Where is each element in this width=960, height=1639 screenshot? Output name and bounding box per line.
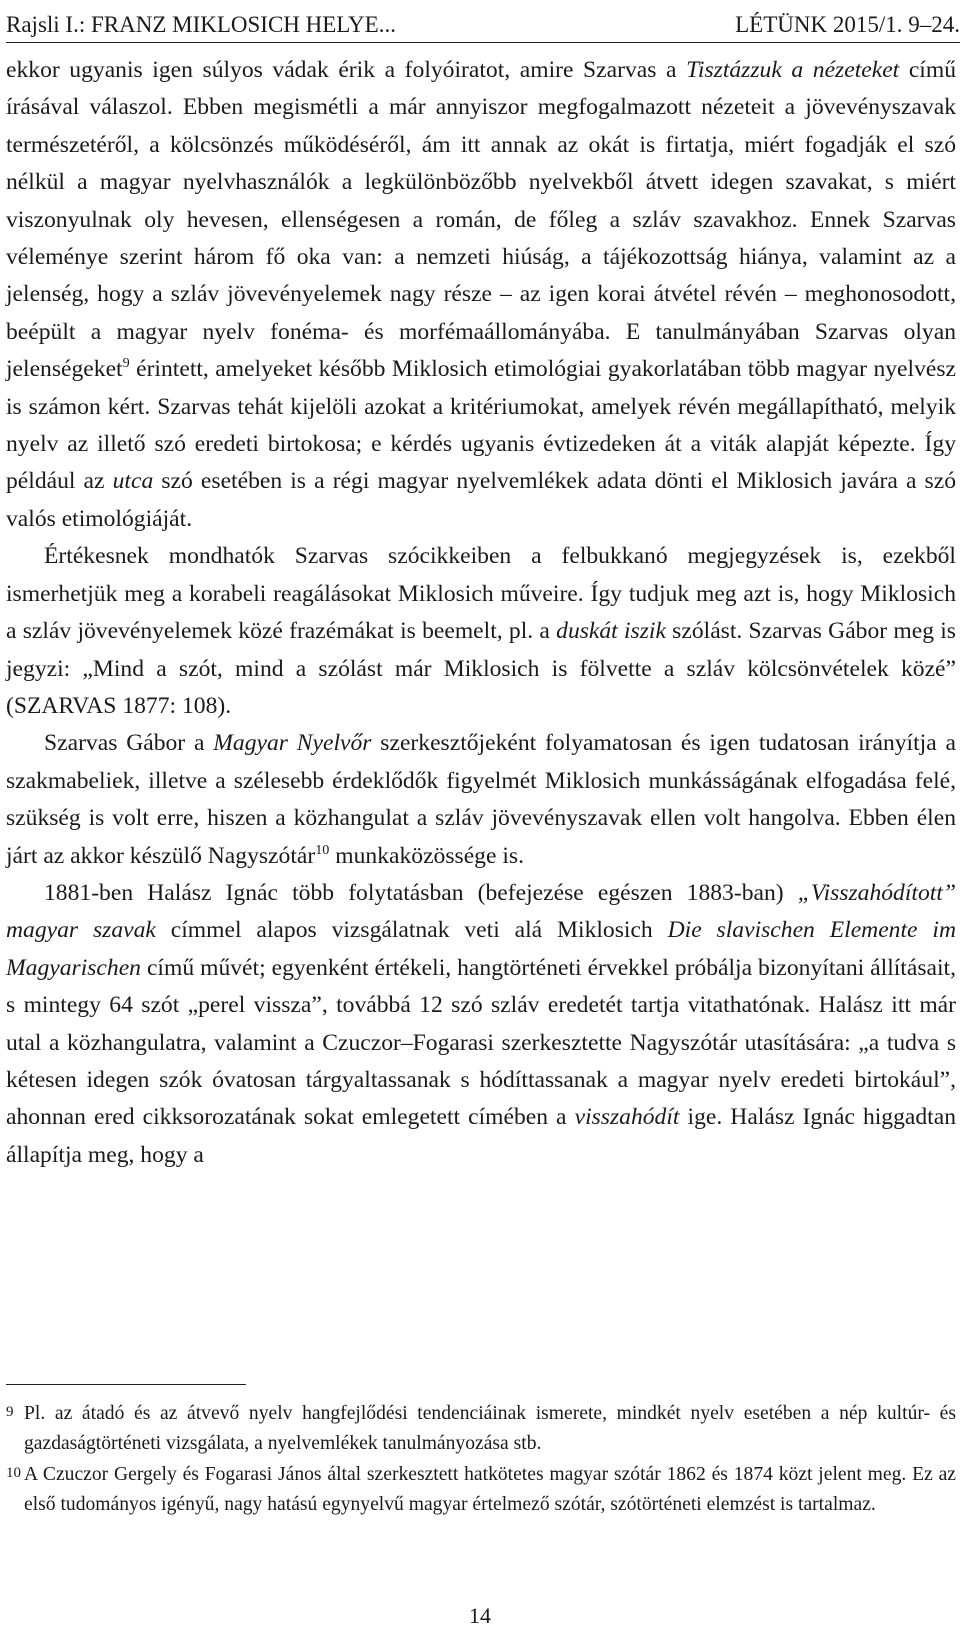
italic-title: Tisztázzuk a nézeteket	[686, 57, 900, 83]
italic-word: visszahódít	[574, 1104, 680, 1131]
italic-word: utca	[112, 468, 154, 495]
running-header	[6, 8, 960, 43]
text-run: szó esetében is a régi magyar nyelvemlékek adata dönti el Miklosich javára a szó valós etimológiáját.	[6, 468, 956, 532]
page-number: 14	[469, 1603, 491, 1628]
paragraph	[6, 52, 956, 538]
paragraph	[6, 725, 956, 875]
footnotes	[6, 1399, 956, 1520]
text-run: érintett, amelyeket később Miklosich etimológiai gyakorlatában több magyar nyelvész is számon kért. Szarvas tehát kijelöli azokat a kritériumokat, amelyek révén megállapítható, melyik nyelv az illető szó eredeti birtokosa; e kérdés ugyanis évtizedeken át a viták alapját képezte. Így például az	[6, 356, 956, 495]
text-run: címmel alapos vizsgálatnak veti alá Miklosich	[155, 917, 668, 944]
footnote-text: A Czuczor Gergely és Fogarasi János által szerkesztett hatkötetes magyar szótár 1862 és 1874 közt jelent meg. Ez az első tudományos igényű, nagy hatású egynyelvű magyar értelmező szótár, szótörténeti elemzést is tartalmaz.	[24, 1463, 956, 1515]
body-text	[6, 52, 956, 1174]
footnote-number: 10	[6, 1464, 21, 1481]
footnote-text: Pl. az átadó és az átvevő nyelv hangfejlődési tendenciáinak ismerete, mindkét nyelv esetében a nép kultúr- és gazdaságtörténeti vizsgálata, a nyelvemlékek tanulmányozása stb.	[24, 1403, 956, 1455]
text-run: Szarvas Gábor a	[44, 730, 214, 757]
footnote	[6, 1399, 956, 1460]
text-run: szólást. Szarvas Gábor meg is jegyzi: „Mind a szót, mind a szólást már Miklosich is fölvette a szláv kölcsönvételek közé” (SZARVAS 1877: 108).	[6, 618, 956, 719]
italic-title: Magyar Nyelvőr	[213, 730, 372, 757]
paragraph	[6, 538, 956, 725]
footnote-ref[interactable]: 10	[315, 841, 330, 858]
text-run: ekkor ugyanis igen súlyos vádak érik a folyóiratot, amire Szarvas a	[6, 57, 687, 83]
text-run: 1881-ben Halász Ignác több folytatásban (befejezése egészen 1883-ban)	[44, 879, 798, 906]
text-run: ige. Halász Ignác higgadtan állapítja meg, hogy a	[6, 1104, 956, 1168]
footnote	[6, 1460, 956, 1521]
header-author-title: Rajsli I.: FRANZ MIKLOSICH HELYE...	[6, 12, 396, 37]
paragraph	[6, 875, 956, 1174]
footnote-number: 9	[6, 1404, 14, 1420]
italic-title: Die slavischen Elemente im Magyarischen	[6, 917, 956, 981]
text-run: című művét; egyenként értékeli, hangtörténeti érvekkel próbálja bizonyítani állításait, s mintegy 64 szót „perel vissza”, továbbá 12 szó szláv eredetét tartja vitathatónak. Halász itt már utal a közhangulatra, valamint a Czuczor–Fogarasi szerkesztette Nagyszótár utasítására: „a tudva s kétesen idegen szók óvatosan tárgyaltassanak s hódíttassanak a magyar nyelv eredeti birtokául”, ahonnan ered cikksorozatának sokat emlegetett címében a	[6, 954, 956, 1131]
italic-title: „Visszahódított” magyar szavak	[6, 879, 956, 944]
footnote-separator	[6, 1384, 246, 1385]
header-journal-ref: LÉTÜNK 2015/1. 9–24.	[735, 12, 960, 37]
text-run: című írásával válaszol. Ebben megismétli a már annyiszor megfogalmazott nézeteit a jövevényszavak természetéről, a kölcsönzés működéséről, ám itt annak az okát is firtatja, miért fogadják el szó nélkül a magyar nyelvhasználók a legkülönbözőbb nyelvekből átvett idegen szavakat, s miért viszonyulnak oly hevesen, ellenségesen a román, de főleg a szláv szavakhoz. Ennek Szarvas véleménye szerint három fő oka van: a nemzeti hiúság, a tájékozottság hiánya, valamint az a jelenség, hogy a szláv jövevényelemek nagy része – az igen korai átvétel révén – meghonosodott, beépült a magyar nyelv fonéma- és morfémaállományába. E tanulmányában Szarvas olyan jelenségeket	[6, 57, 957, 383]
footnote-ref[interactable]: 9	[122, 355, 130, 372]
text-run: Értékesnek mondhatók Szarvas szócikkeiben a felbukkanó megjegyzések is, ezekből ismerhetjük meg a korabeli reagálásokat Miklosich műveire. Így tudjuk meg azt is, hogy Miklosich a szláv jövevényelemek közé frazémákat is beemelt, pl. a	[6, 543, 956, 645]
italic-phrase: duskát iszik	[556, 618, 666, 645]
text-run: szerkesztőjeként folyamatosan és igen tudatosan irányítja a szakmabeliek, illetve a szélesebb érdeklődők figyelmét Miklosich munkásságának elfogadása felé, szükség is volt erre, hiszen a közhangulat a szláv jövevényszavak ellen volt hangolva. Ebben élen járt az akkor készülő Nagyszótár	[6, 730, 956, 869]
text-run: munkaközössége is.	[329, 842, 524, 869]
